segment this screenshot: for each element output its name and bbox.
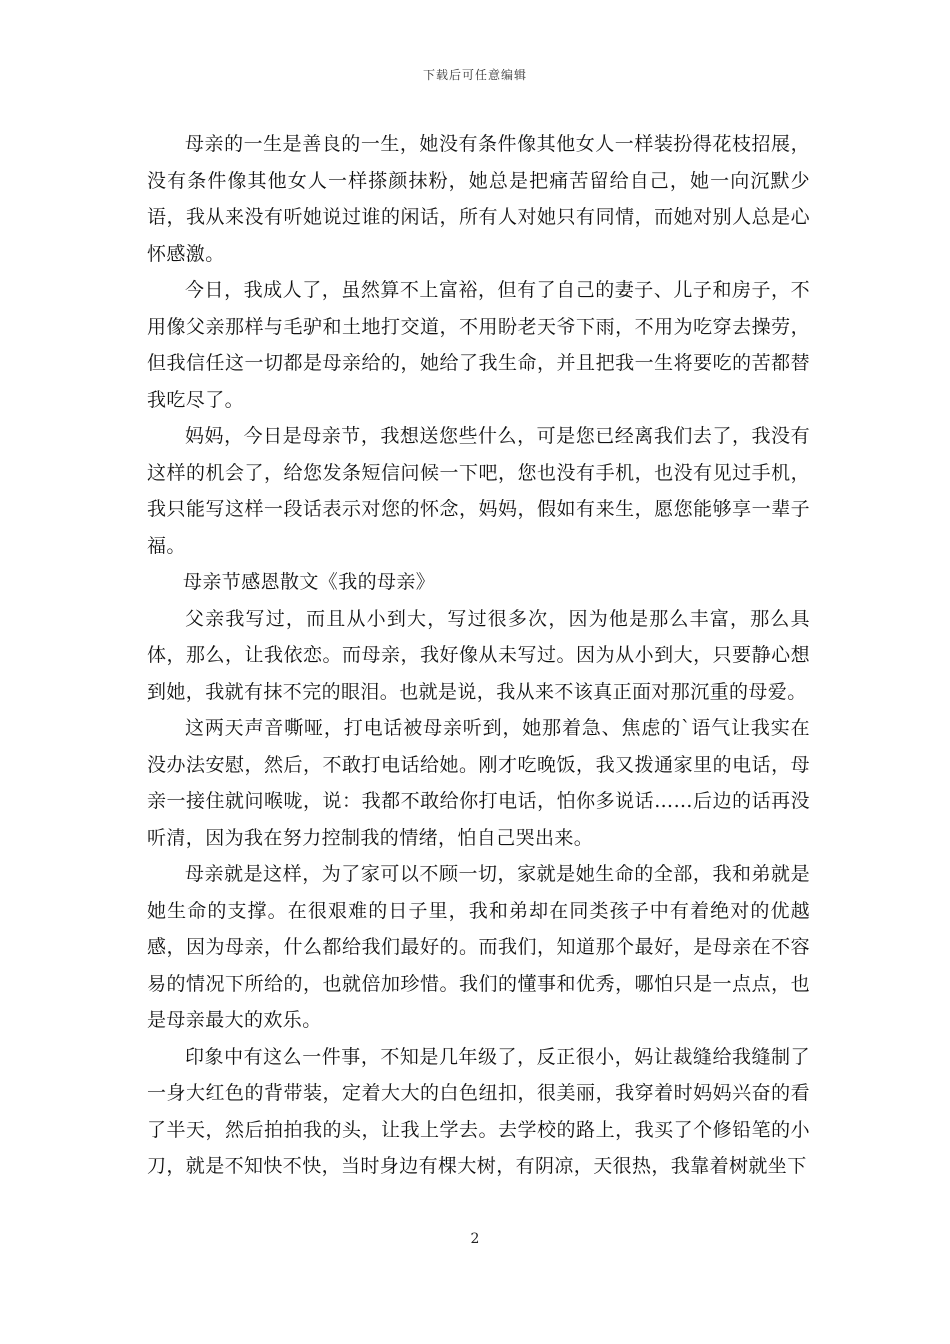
paragraph-mother-kindness: 母亲的一生是善良的一生，她没有条件像其他女人一样装扮得花枝招展，没有条件像其他女人一样搽颜抹粉，她总是把痛苦留给自己，她一向沉默少语，我从来没有听她说过谁的闲话，所有人对她只有同情，而她对别人总是心怀感激。 <box>147 133 810 265</box>
essay-title: 母亲节感恩散文《我的母亲》 <box>183 571 436 593</box>
paragraph-father-and-mother: 父亲我写过，而且从小到大，写过很多次，因为他是那么丰富，那么具体，那么，让我依恋。而母亲，我好像从未写过。因为从小到大，只要静心想到她，我就有抹不完的眼泪。也就是说，我从来不该真正面对那沉重的母爱。 <box>147 607 810 703</box>
page-header: 下载后可任意编辑 <box>422 68 527 82</box>
paragraph-mothers-day-wish: 妈妈，今日是母亲节，我想送您些什么，可是您已经离我们去了，我没有这样的机会了，给您发条短信问候一下吧，您也没有手机，也没有见过手机，我只能写这样一段话表示对您的怀念，妈妈，假如有来生，愿您能够享一辈子福。 <box>147 425 810 557</box>
document-body <box>147 126 810 1185</box>
paragraph-grown-up-today: 今日，我成人了，虽然算不上富裕，但有了自己的妻子、儿子和房子，不用像父亲那样与毛驴和土地打交道，不用盼老天爷下雨，不用为吃穿去操劳，但我信任这一切都是母亲给的，她给了我生命，并且把我一生将要吃的苦都替我吃尽了。 <box>147 279 810 411</box>
paragraph-red-overalls-memory: 印象中有这么一件事，不知是几年级了，反正很小，妈让裁缝给我缝制了一身大红色的背带装，定着大大的白色纽扣，很美丽，我穿着时妈妈兴奋的看了半天，然后拍拍我的头，让我上学去。去学校的路上，我买了个修铅笔的小刀，就是不知快不快，当时身边有棵大树，有阴凉，天很热，我靠着树就坐下 <box>147 1045 810 1177</box>
paragraph-mother-devotion: 母亲就是这样，为了家可以不顾一切，家就是她生命的全部，我和弟就是她生命的支撑。在很艰难的日子里，我和弟却在同类孩子中有着绝对的优越感，因为母亲，什么都给我们最好的。而我们，知道那个最好，是母亲在不容易的情况下所给的，也就倍加珍惜。我们的懂事和优秀，哪怕只是一点点，也是母亲最大的欢乐。 <box>147 863 810 1031</box>
paragraph-hoarse-voice: 这两天声音嘶哑，打电话被母亲听到，她那着急、焦虑的`语气让我实在没办法安慰，然后，不敢打电话给她。刚才吃晚饭，我又拨通家里的电话，母亲一接住就问喉咙，说：我都不敢给你打电话，怕你多说话……后边的话再没听清，因为我在努力控制我的情绪，怕自己哭出来。 <box>147 717 810 849</box>
page-number: 2 <box>470 1231 480 1247</box>
